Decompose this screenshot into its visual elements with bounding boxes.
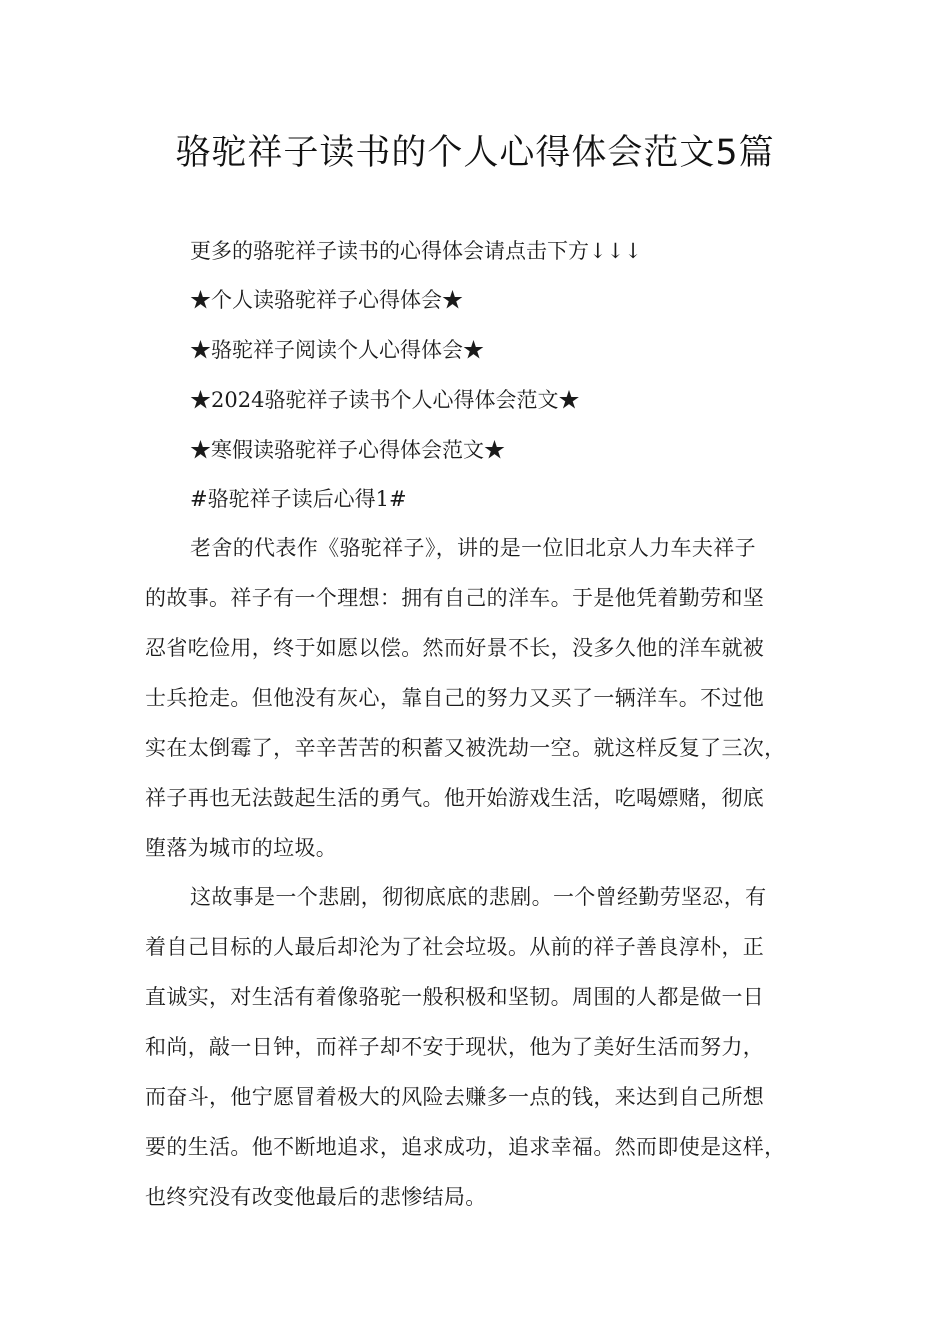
link-winter-break-essay[interactable]: ★寒假读骆驼祥子心得体会范文★ [190,438,505,462]
paragraph-line: 和尚，敲一日钟，而祥子却不安于现状，他为了美好生活而努力， [145,1035,765,1059]
intro-text: 更多的骆驼祥子读书的心得体会请点击下方↓↓↓ [190,239,642,263]
paragraph-line: 这故事是一个悲剧，彻彻底底的悲剧。一个曾经勤劳坚忍，有 [190,885,767,909]
link-2024-essay[interactable]: ★2024骆驼祥子读书个人心得体会范文★ [190,388,580,412]
paragraph-line: 实在太倒霉了，辛辛苦苦的积蓄又被洗劫一空。就这样反复了三次， [145,736,786,760]
paragraph-line: 要的生活。他不断地追求，追求成功，追求幸福。然而即使是这样， [145,1135,786,1159]
paragraph-line: 士兵抢走。但他没有灰心，靠自己的努力又买了一辆洋车。不过他 [145,686,765,710]
document-title: 骆驼祥子读书的个人心得体会范文5篇 [175,133,775,173]
link-reading-experience[interactable]: ★骆驼祥子阅读个人心得体会★ [190,338,484,362]
section-heading: #骆驼祥子读后心得1# [190,487,407,511]
paragraph-1 [145,523,835,873]
paragraph-line: 直诚实，对生活有着像骆驼一般积极和坚韧。周围的人都是做一日 [145,985,765,1009]
paragraph-line: 老舍的代表作《骆驼祥子》，讲的是一位旧北京人力车夫祥子 [190,536,756,560]
paragraph-line: 的故事。祥子有一个理想：拥有自己的洋车。于是他凭着勤劳和坚 [145,586,765,610]
paragraph-line: 祥子再也无法鼓起生活的勇气。他开始游戏生活，吃喝嫖赌，彻底 [145,786,765,810]
paragraph-2 [145,872,835,1222]
link-personal-reading[interactable]: ★个人读骆驼祥子心得体会★ [190,288,463,312]
paragraph-line: 着自己目标的人最后却沦为了社会垃圾。从前的祥子善良淳朴，正 [145,935,765,959]
paragraph-line: 也终究没有改变他最后的悲惨结局。 [145,1185,487,1209]
paragraph-line: 忍省吃俭用，终于如愿以偿。然而好景不长，没多久他的洋车就被 [145,636,765,660]
paragraph-line: 而奋斗，他宁愿冒着极大的风险去赚多一点的钱，来达到自己所想 [145,1085,765,1109]
paragraph-line: 堕落为城市的垃圾。 [145,836,338,860]
